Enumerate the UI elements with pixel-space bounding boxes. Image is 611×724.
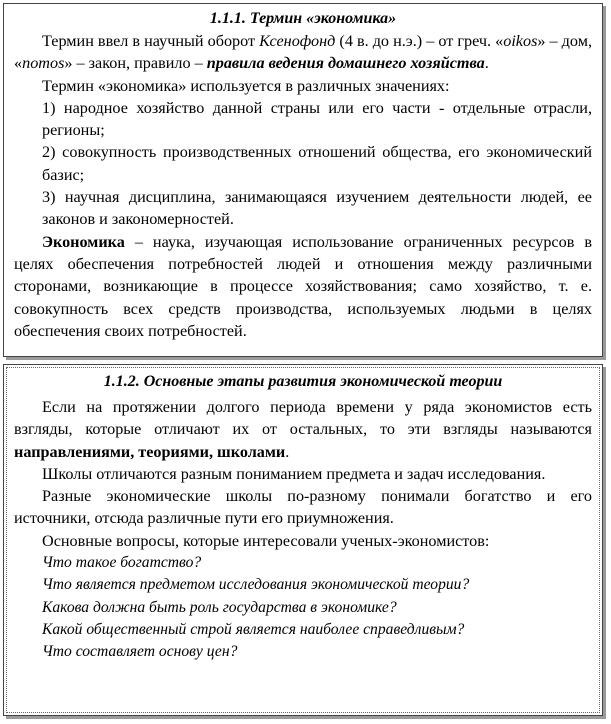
wealth-paragraph: Разные экономические школы по-разному понимали богатство и его источники, отсюда различные пути его приумножения. <box>14 487 592 528</box>
list-item: 1) народное хозяйство данной страны или его части - отдельные отрасли, регионы; <box>42 98 592 140</box>
section-heading: 1.1.1. Термин «экономика» <box>209 10 397 27</box>
question-item: Какой общественный строй является наиболее справедливым? <box>42 620 465 638</box>
meanings-intro: Термин «экономика» используется в различных значениях: <box>42 76 450 95</box>
list-item: 2) совокупность производственных отношений общества, его экономический базис; <box>42 143 592 184</box>
questions-intro: Основные вопросы, которые интересовали ученых-экономистов: <box>42 531 490 550</box>
section-heading: 1.1.2. Основные этапы развития экономической теории <box>103 373 503 390</box>
definition-paragraph: Экономика – наука, изучающая использование ограниченных ресурсов в целях обеспечения потребностей людей и отношения между различными сторонами, возникающие в процессе хозяйствования; само хозяйство, т. е. совокупность всех средств производства, используемых людьми в целях обеспечения своих потребностей. <box>14 232 592 340</box>
author-name: Ксенофонд <box>259 32 336 50</box>
section-term-economics <box>3 3 603 357</box>
question-item: Какова должна быть роль государства в экономике? <box>42 598 397 616</box>
question-item: Что является предметом исследования экономической теории? <box>42 576 470 594</box>
meanings-list <box>14 97 592 231</box>
definition-term: Экономика <box>42 232 125 251</box>
term-origin-paragraph: Термин ввел в научный оборот Ксенофонд (4 в. до н.э.) – от греч. «oikos» – дом, «nomos» – закон, правило – правила ведения домашнего хозяйства. <box>14 32 592 73</box>
questions-list <box>14 552 592 663</box>
schools-definition-paragraph: Если на протяжении долгого периода времени у ряда экономистов есть взгляды, которые отличают их от остальных, то эти взгляды называются направлениями, теориями, школами. <box>14 398 592 461</box>
question-item: Что такое богатство? <box>42 554 202 572</box>
greek-word-nomos: nomos <box>22 54 65 73</box>
list-item: 3) научная дисциплина, занимающаяся изучением деятельности людей, ее законов и закономерностей. <box>42 188 592 229</box>
greek-word-oikos: oikos <box>503 32 538 50</box>
schools-difference-paragraph: Школы отличаются разным пониманием предмета и задач исследования. <box>42 464 546 483</box>
bold-terms: направлениями, теориями, школами <box>14 442 286 461</box>
question-item: Что составляет основу цен? <box>42 643 238 661</box>
emphasis-text: правила ведения домашнего хозяйства <box>206 54 485 73</box>
section-stages-of-economic-theory <box>3 364 603 716</box>
